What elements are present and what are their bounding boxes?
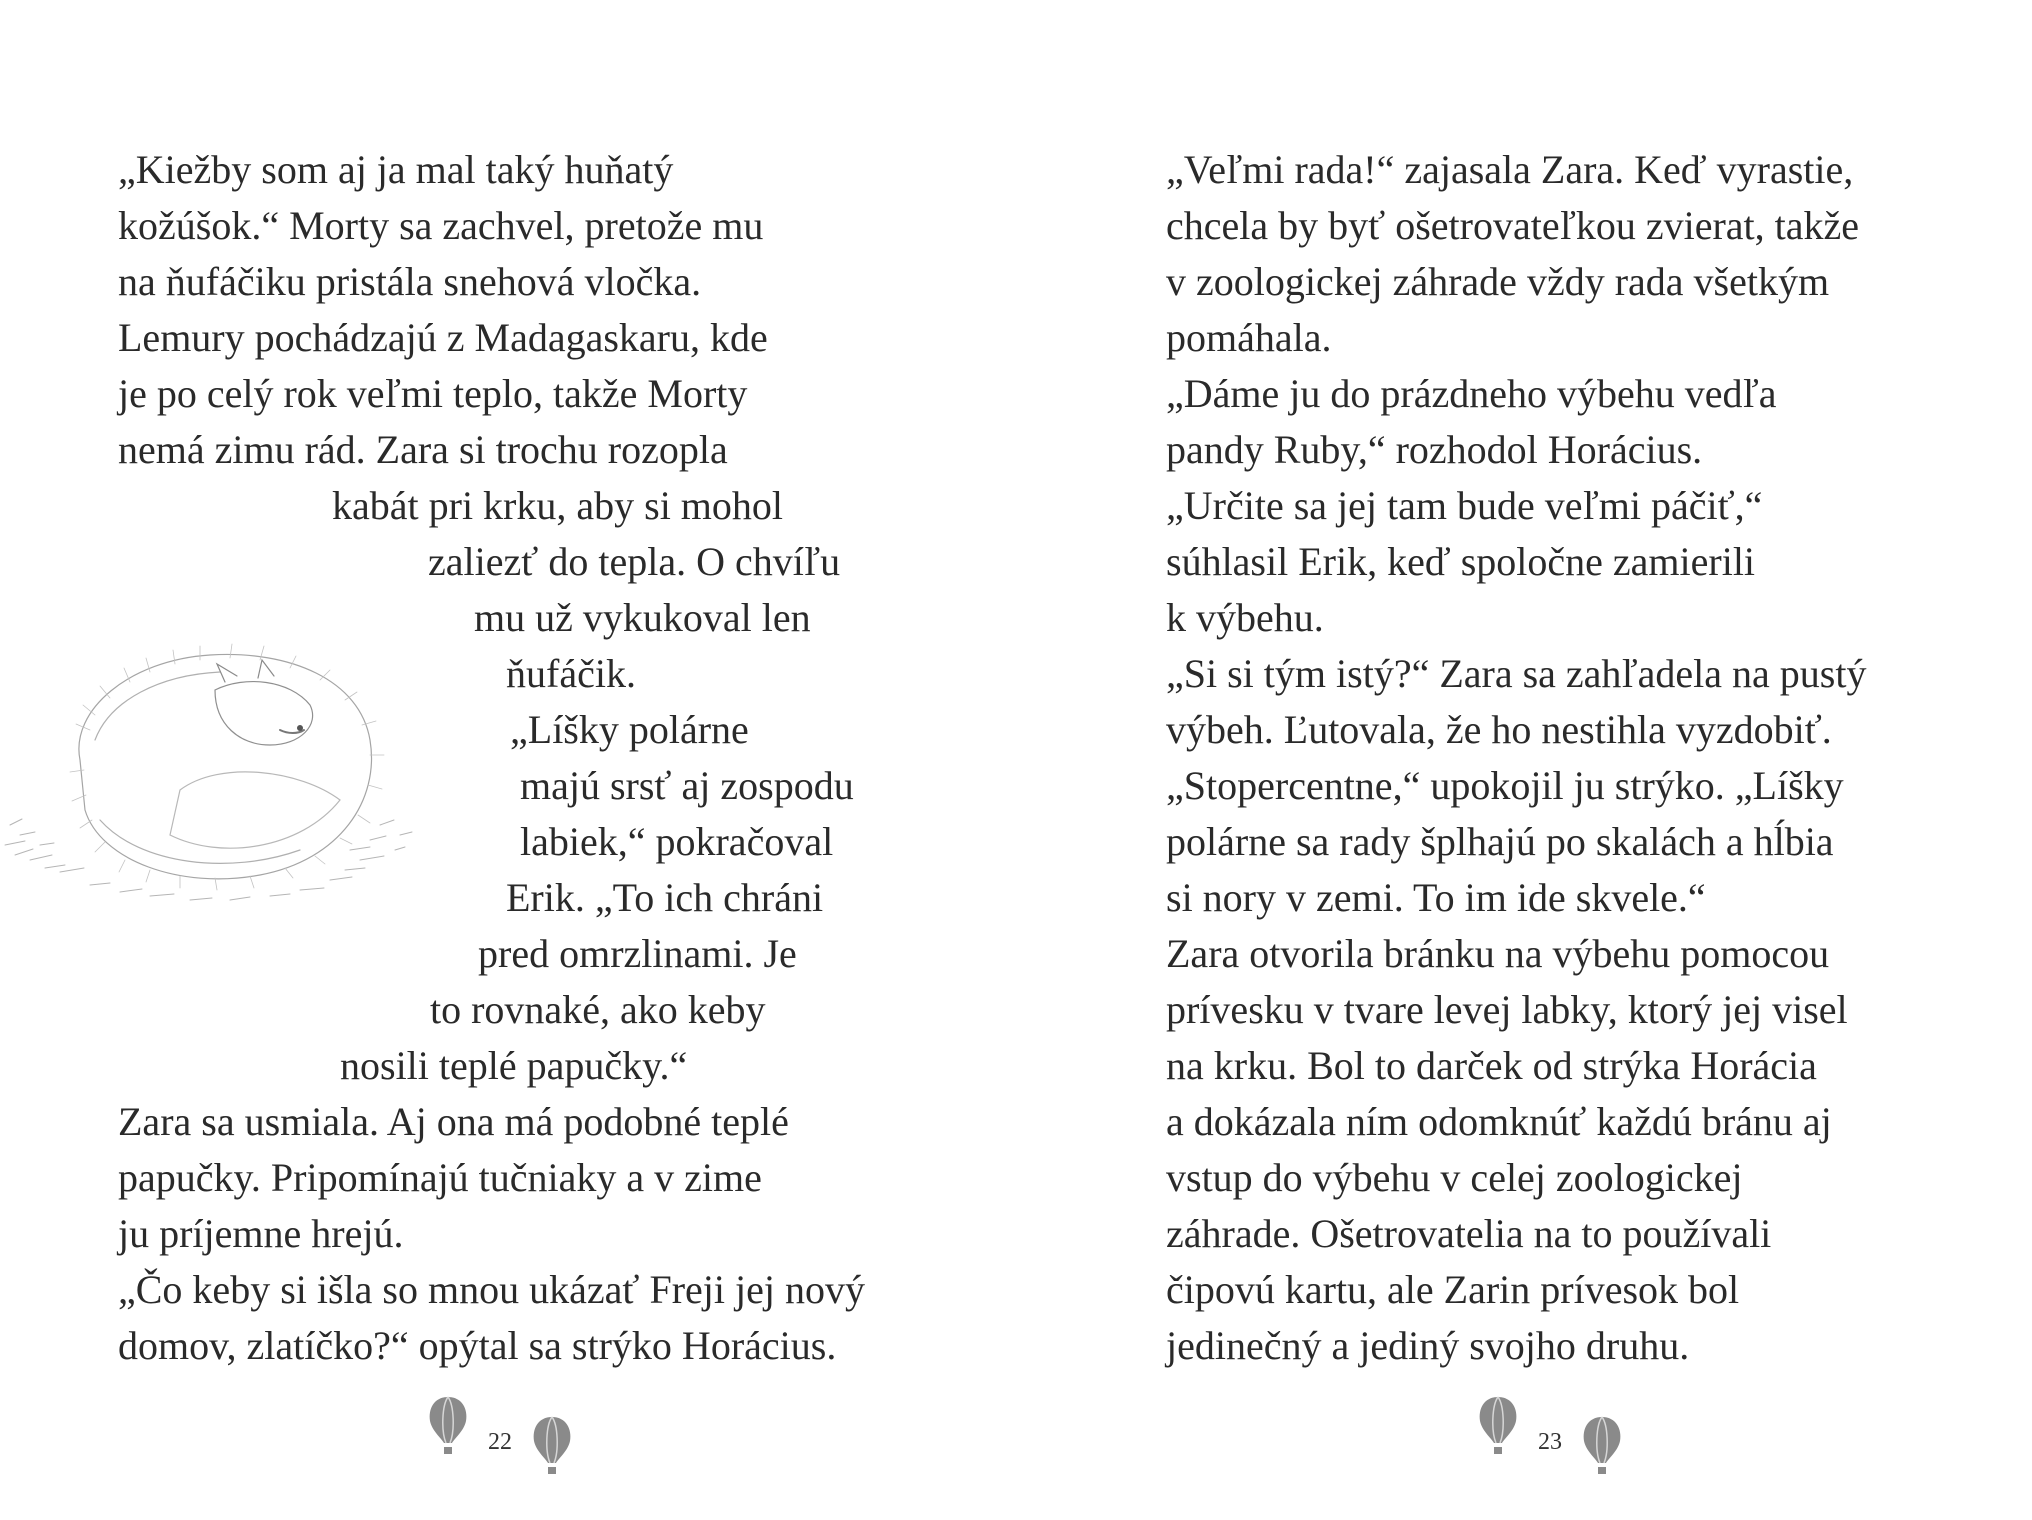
text-line: k výbehu. (1166, 595, 1324, 640)
text-line: zaliezť do tepla. O chvíľu (428, 539, 841, 584)
hot-air-balloon-icon (1476, 1395, 1520, 1459)
text-line: vstup do výbehu v celej zoologickej (1166, 1155, 1743, 1200)
text-line: „Určite sa jej tam bude veľmi páčiť,“ (1166, 483, 1763, 528)
text-line: kabát pri krku, aby si mohol (332, 483, 784, 528)
hot-air-balloon-icon (426, 1395, 470, 1459)
text-line: „Čo keby si išla so mnou ukázať Freji jej nový (118, 1267, 865, 1312)
text-line: čipovú kartu, ale Zarin prívesok bol (1166, 1267, 1740, 1312)
text-line: polárne sa rady šplhajú po skalách a hĺbia (1166, 819, 1834, 864)
hot-air-balloon-icon (1580, 1415, 1624, 1479)
text-line: „Dáme ju do prázdneho výbehu vedľa (1166, 371, 1777, 416)
text-line: súhlasil Erik, keď spoločne zamierili (1166, 539, 1756, 584)
text-line: „Líšky polárne (510, 707, 749, 752)
text-line: pomáhala. (1166, 315, 1332, 360)
text-line: je po celý rok veľmi teplo, takže Morty (118, 371, 748, 416)
text-line: Zara sa usmiala. Aj ona má podobné teplé (118, 1099, 789, 1144)
text-line: pred omrzlinami. Je (478, 931, 797, 976)
text-line: chcela by byť ošetrovateľkou zvierat, takže (1166, 203, 1860, 248)
text-line: ju príjemne hrejú. (118, 1211, 404, 1256)
text-line: kožúšok.“ Morty sa zachvel, pretože mu (118, 203, 764, 248)
text-line: prívesku v tvare levej labky, ktorý jej visel (1166, 987, 1848, 1032)
right-page (1016, 0, 2032, 1520)
page-footer (1470, 1395, 1630, 1485)
text-line: domov, zlatíčko?“ opýtal sa strýko Horácius. (118, 1323, 837, 1368)
text-line: Zara otvorila bránku na výbehu pomocou (1166, 931, 1830, 976)
text-line: Lemury pochádzajú z Madagaskaru, kde (118, 315, 768, 360)
text-line: mu už vykukoval len (474, 595, 811, 640)
text-line: „Si si tým istý?“ Zara sa zahľadela na pustý (1166, 651, 1867, 696)
text-line: na krku. Bol to darček od strýka Horácia (1166, 1043, 1817, 1088)
text-line: pandy Ruby,“ rozhodol Horácius. (1166, 427, 1703, 472)
text-line: papučky. Pripomínajú tučniaky a v zime (118, 1155, 762, 1200)
text-line: jedinečný a jediný svojho druhu. (1166, 1323, 1690, 1368)
text-line: labiek,“ pokračoval (520, 819, 834, 864)
page-number: 22 (488, 1429, 512, 1455)
text-line: výbeh. Ľutovala, že ho nestihla vyzdobiť. (1166, 707, 1832, 752)
text-line: „Stopercentne,“ upokojil ju strýko. „Líšky (1166, 763, 1844, 808)
text-line: na ňufáčiku pristála snehová vločka. (118, 259, 702, 304)
text-line: nosili teplé papučky.“ (340, 1043, 688, 1088)
text-line: ňufáčik. (506, 651, 636, 696)
text-line: to rovnaké, ako keby (430, 987, 766, 1032)
text-line: nemá zimu rád. Zara si trochu rozopla (118, 427, 728, 472)
text-line: si nory v zemi. To im ide skvele.“ (1166, 875, 1706, 920)
page-footer (420, 1395, 580, 1485)
page-number: 23 (1538, 1429, 1562, 1455)
text-line: Erik. „To ich chráni (506, 875, 824, 920)
text-line: záhrade. Ošetrovatelia na to používali (1166, 1211, 1772, 1256)
text-line: majú srsť aj zospodu (520, 763, 854, 808)
text-line: „Veľmi rada!“ zajasala Zara. Keď vyrastie, (1166, 147, 1854, 192)
sleeping-fox-illustration (0, 620, 480, 930)
text-line: a dokázala ním odomknúť každú bránu aj (1166, 1099, 1832, 1144)
text-line: „Kiežby som aj ja mal taký huňatý (118, 147, 674, 192)
hot-air-balloon-icon (530, 1415, 574, 1479)
text-line: v zoologickej záhrade vždy rada všetkým (1166, 259, 1830, 304)
